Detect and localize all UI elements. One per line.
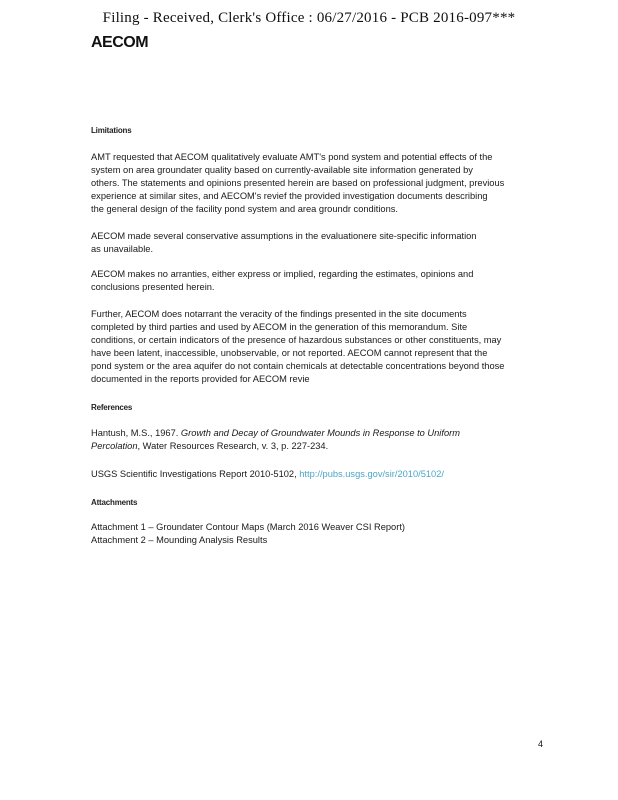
ref-author: Hantush, M.S., 1967.: [91, 428, 181, 438]
reference-usgs: [91, 468, 571, 481]
text-line: conclusions presented herein.: [91, 282, 215, 292]
text-line: pond system or the area aquifer do not contain chemicals at detectable concentrations beyond those: [91, 361, 505, 371]
text-line: [91, 440, 571, 453]
limitations-paragraph-1: [91, 151, 571, 216]
text-line: experience at similar sites, and AECOM's revief the provided investigation documents describing: [91, 191, 488, 201]
text-line: have been latent, inaccessible, unobservable, or not reported. AECOM cannot represent that the: [91, 348, 488, 358]
limitations-paragraph-2: [91, 230, 571, 256]
limitations-paragraph-3: [91, 268, 571, 294]
text-line: completed by third parties and used by AECOM in the generation of this memorandum. Site: [91, 322, 468, 332]
page-number: 4: [538, 739, 544, 749]
text-line: AECOM made several conservative assumptions in the evaluationere site-specific information: [91, 231, 477, 241]
filing-stamp: Filing - Received, Clerk's Office : 06/27/2016 - PCB 2016-097***: [102, 10, 516, 26]
attachment-item: Attachment 1 – Groundater Contour Maps (March 2016 Weaver CSI Report): [91, 522, 406, 532]
text-line: [91, 427, 571, 440]
text-line: system on area groundater quality based on currently-available site information generated by: [91, 165, 473, 175]
attachments-heading: Attachments: [91, 498, 138, 507]
attachment-item: Attachment 2 – Mounding Analysis Results: [91, 535, 268, 545]
ref-journal: , Water Resources Research, v. 3, p. 227-234.: [137, 441, 329, 451]
references-heading: References: [91, 403, 133, 412]
text-line: the general design of the facility pond system and area groundr conditions.: [91, 204, 398, 214]
text-line: AMT requested that AECOM qualitatively evaluate AMT's pond system and potential effects of the: [91, 152, 493, 162]
ref-title-cont: Percolation: [91, 441, 138, 451]
aecom-logo: AECOM: [91, 34, 149, 51]
reference-hantush: [91, 427, 571, 453]
usgs-report-link[interactable]: http://pubs.usgs.gov/sir/2010/5102/: [299, 469, 444, 479]
text-line: as unavailable.: [91, 244, 154, 254]
text-line: AECOM makes no arranties, either express or implied, regarding the estimates, opinions and: [91, 269, 474, 279]
limitations-paragraph-4: [91, 308, 571, 386]
ref-usgs-text: USGS Scientific Investigations Report 2010-5102,: [91, 469, 300, 479]
attachments-list: [91, 521, 571, 547]
text-line: conditions, or certain indicators of the presence of hazardous substances or other constituents, may: [91, 335, 502, 345]
text-line: Further, AECOM does notarrant the veracity of the findings presented in the site documents: [91, 309, 467, 319]
limitations-heading: Limitations: [91, 126, 132, 135]
text-line: others. The statements and opinions presented herein are based on professional judgment, previous: [91, 178, 505, 188]
ref-title: Growth and Decay of Groundwater Mounds in Response to Uniform: [180, 428, 460, 438]
text-line: [91, 468, 571, 481]
text-line: documented in the reports provided for AECOM revie: [91, 374, 310, 384]
